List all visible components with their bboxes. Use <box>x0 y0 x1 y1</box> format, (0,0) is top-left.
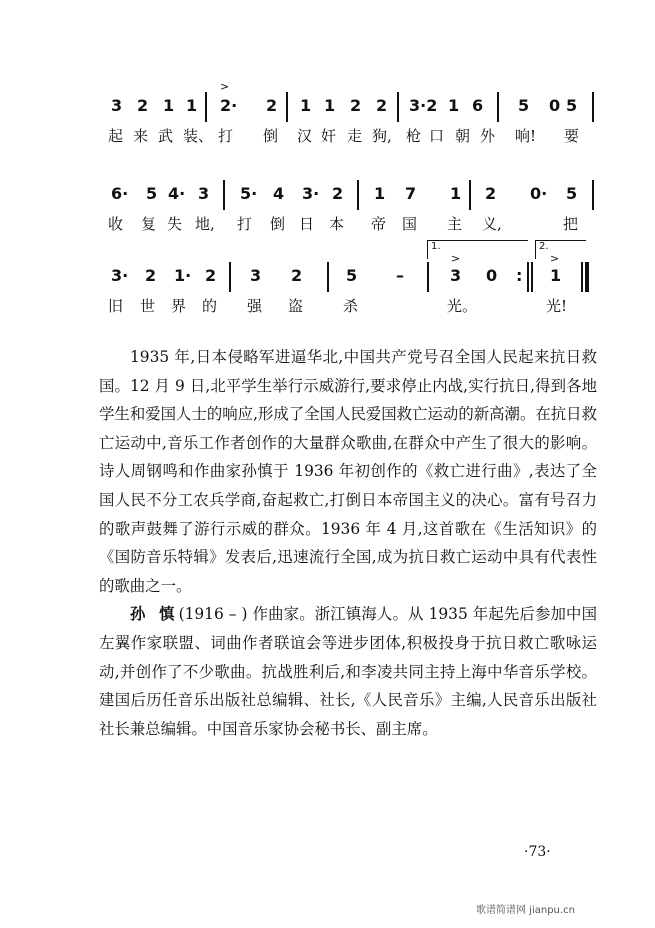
note: 2 <box>350 96 362 115</box>
note: 2 <box>145 266 157 285</box>
note: 2 <box>205 266 217 285</box>
lyric: 响! <box>515 127 537 145</box>
bar-line <box>592 180 594 210</box>
accent-mark: > <box>220 80 230 93</box>
bar-line <box>286 92 288 122</box>
note: 1· <box>174 266 192 285</box>
note: 2 <box>376 96 388 115</box>
note: 1 <box>186 96 198 115</box>
note: 0 <box>549 96 561 115</box>
note: 2 <box>291 266 303 285</box>
lyric: 义, <box>482 215 502 233</box>
note: 7 <box>405 184 417 203</box>
lyric: 装、 <box>183 127 214 145</box>
note: 3 <box>198 184 210 203</box>
paragraph-december-ninth: 1935 年,日本侵略军进逼华北,中国共产党号召全国人民起来抗日救国。12 月 9 日,北平学生举行示威游行,要求停止内战,实行抗日,得到各地学生和爱国人士的响应,形成了全国人民爱国救亡运动的新高潮。在抗日救亡运动中,音乐工作者创作的大量群众歌曲,在群众中产生了很大的影响。诗人周钢鸣和作曲家孙慎于 1936 年初创作的《救亡进行曲》,表达了全国人民不分工农兵学商,奋起救亡,打倒日本帝国主义的决心。富有号召力的歌声鼓舞了游行示威的群众。1936 年 4 月,这首歌在《生活知识》的《国防音乐特辑》发表后,迅速流行全国,成为抗日救亡运动中具有代表性的歌曲之一。 <box>99 348 597 595</box>
note: 1 <box>163 96 175 115</box>
lyric: 打 <box>237 215 253 233</box>
note: 6 <box>472 96 484 115</box>
biography-text: (1916 – ) 作曲家。浙江镇海人。从 1935 年起先后参加中国左翼作家联盟、词曲作者联谊会等进步团体,积极投身于抗日救亡歌咏运动,并创作了不少歌曲。抗战胜利后,和李凌共同主持上海中华音乐学校。建国后历任音乐出版社总编辑、社长,《人民音乐》主编,人民音乐出版社社长兼总编辑。中国音乐家协会秘书长、副主席。 <box>99 605 597 738</box>
note: 0· <box>530 184 548 203</box>
note: 5 <box>146 184 158 203</box>
accent-mark: > <box>451 252 461 265</box>
note: 4 <box>273 184 285 203</box>
lyric: 的 <box>202 297 218 315</box>
lyric: 日 <box>299 215 315 233</box>
bar-line <box>223 180 225 210</box>
note: 2 <box>137 96 149 115</box>
lyric: 奸 <box>321 127 337 145</box>
lyric: 倒 <box>270 215 286 233</box>
lyric: 光! <box>546 297 568 315</box>
lyric: 外 <box>480 127 496 145</box>
note: 1 <box>300 96 312 115</box>
lyrics-row-2 <box>0 214 655 236</box>
volta-first-ending <box>427 240 528 259</box>
lyric: 世 <box>140 297 156 315</box>
lyric: 走 <box>347 127 363 145</box>
lyric: 地, <box>195 215 215 233</box>
lyrics-row-1 <box>0 126 655 148</box>
lyrics-row-3 <box>0 296 655 318</box>
lyric: 收 <box>108 215 124 233</box>
note: 5 <box>566 96 578 115</box>
repeat-sign: : <box>516 266 523 285</box>
volta-label: 1. <box>431 241 441 252</box>
note: 1 <box>324 96 336 115</box>
note: 5· <box>240 184 258 203</box>
notes-row-3 <box>0 252 655 292</box>
note: 3 <box>111 96 123 115</box>
bar-line <box>427 262 429 292</box>
note: 2 <box>485 184 497 203</box>
lyric: 打 <box>218 127 234 145</box>
note: 3 <box>450 266 462 285</box>
lyric: 复 <box>141 215 157 233</box>
bar-line <box>497 92 499 122</box>
lyric: 起 <box>108 127 124 145</box>
note: 4· <box>168 184 186 203</box>
bar-line <box>327 262 329 292</box>
paragraph-biography <box>99 600 597 743</box>
note: 5 <box>518 96 530 115</box>
note: 2 <box>266 96 278 115</box>
note: 3· <box>111 266 129 285</box>
lyric: 杀 <box>343 297 359 315</box>
note: 5 <box>566 184 578 203</box>
note: 2 <box>332 184 344 203</box>
lyric: 强 <box>247 297 263 315</box>
note: 1 <box>374 184 386 203</box>
lyric: 枪 <box>406 127 422 145</box>
final-bar-line <box>581 262 589 292</box>
volta-second-ending <box>535 240 586 259</box>
note: 1 <box>448 96 460 115</box>
repeat-bar-line <box>527 262 533 292</box>
body-text <box>99 343 597 743</box>
lyric: 把 <box>563 215 579 233</box>
bar-line <box>229 262 231 292</box>
note: 2· <box>220 96 238 115</box>
lyric: 旧 <box>108 297 124 315</box>
lyric: 倒 <box>263 127 279 145</box>
lyric: 本 <box>329 215 345 233</box>
note: 0 <box>486 266 498 285</box>
note: 3·2 <box>409 96 438 115</box>
watermark: 歌谱简谱网 jianpu.cn <box>476 905 575 916</box>
lyric: 要 <box>564 127 580 145</box>
lyric: 来 <box>133 127 149 145</box>
biography-name: 孙 慎 <box>130 605 179 624</box>
bar-line <box>205 92 207 122</box>
lyric: 盗 <box>288 297 304 315</box>
lyric: 主 <box>447 215 463 233</box>
lyric: 国 <box>402 215 418 233</box>
lyric: 失 <box>167 215 183 233</box>
bar-line <box>397 92 399 122</box>
lyric: 界 <box>171 297 187 315</box>
page-number: ·73· <box>524 844 551 860</box>
lyric: 朝 <box>455 127 471 145</box>
bar-line <box>592 92 594 122</box>
note: 3· <box>302 184 320 203</box>
note: 6· <box>111 184 129 203</box>
note: 5 <box>346 266 358 285</box>
bar-line <box>469 180 471 210</box>
note: – <box>396 266 404 285</box>
accent-mark: > <box>550 252 560 265</box>
lyric: 汉 <box>297 127 313 145</box>
lyric: 光。 <box>447 297 478 315</box>
note: 1 <box>450 184 462 203</box>
note: 3 <box>250 266 262 285</box>
lyric: 武 <box>158 127 174 145</box>
notes-row-2 <box>0 180 655 210</box>
bar-line <box>357 180 359 210</box>
note: 1 <box>550 266 562 285</box>
lyric: 帝 <box>371 215 387 233</box>
lyric: 狗, <box>372 127 392 145</box>
notes-row-1 <box>0 80 655 122</box>
volta-label: 2. <box>539 241 549 252</box>
lyric: 口 <box>429 127 445 145</box>
